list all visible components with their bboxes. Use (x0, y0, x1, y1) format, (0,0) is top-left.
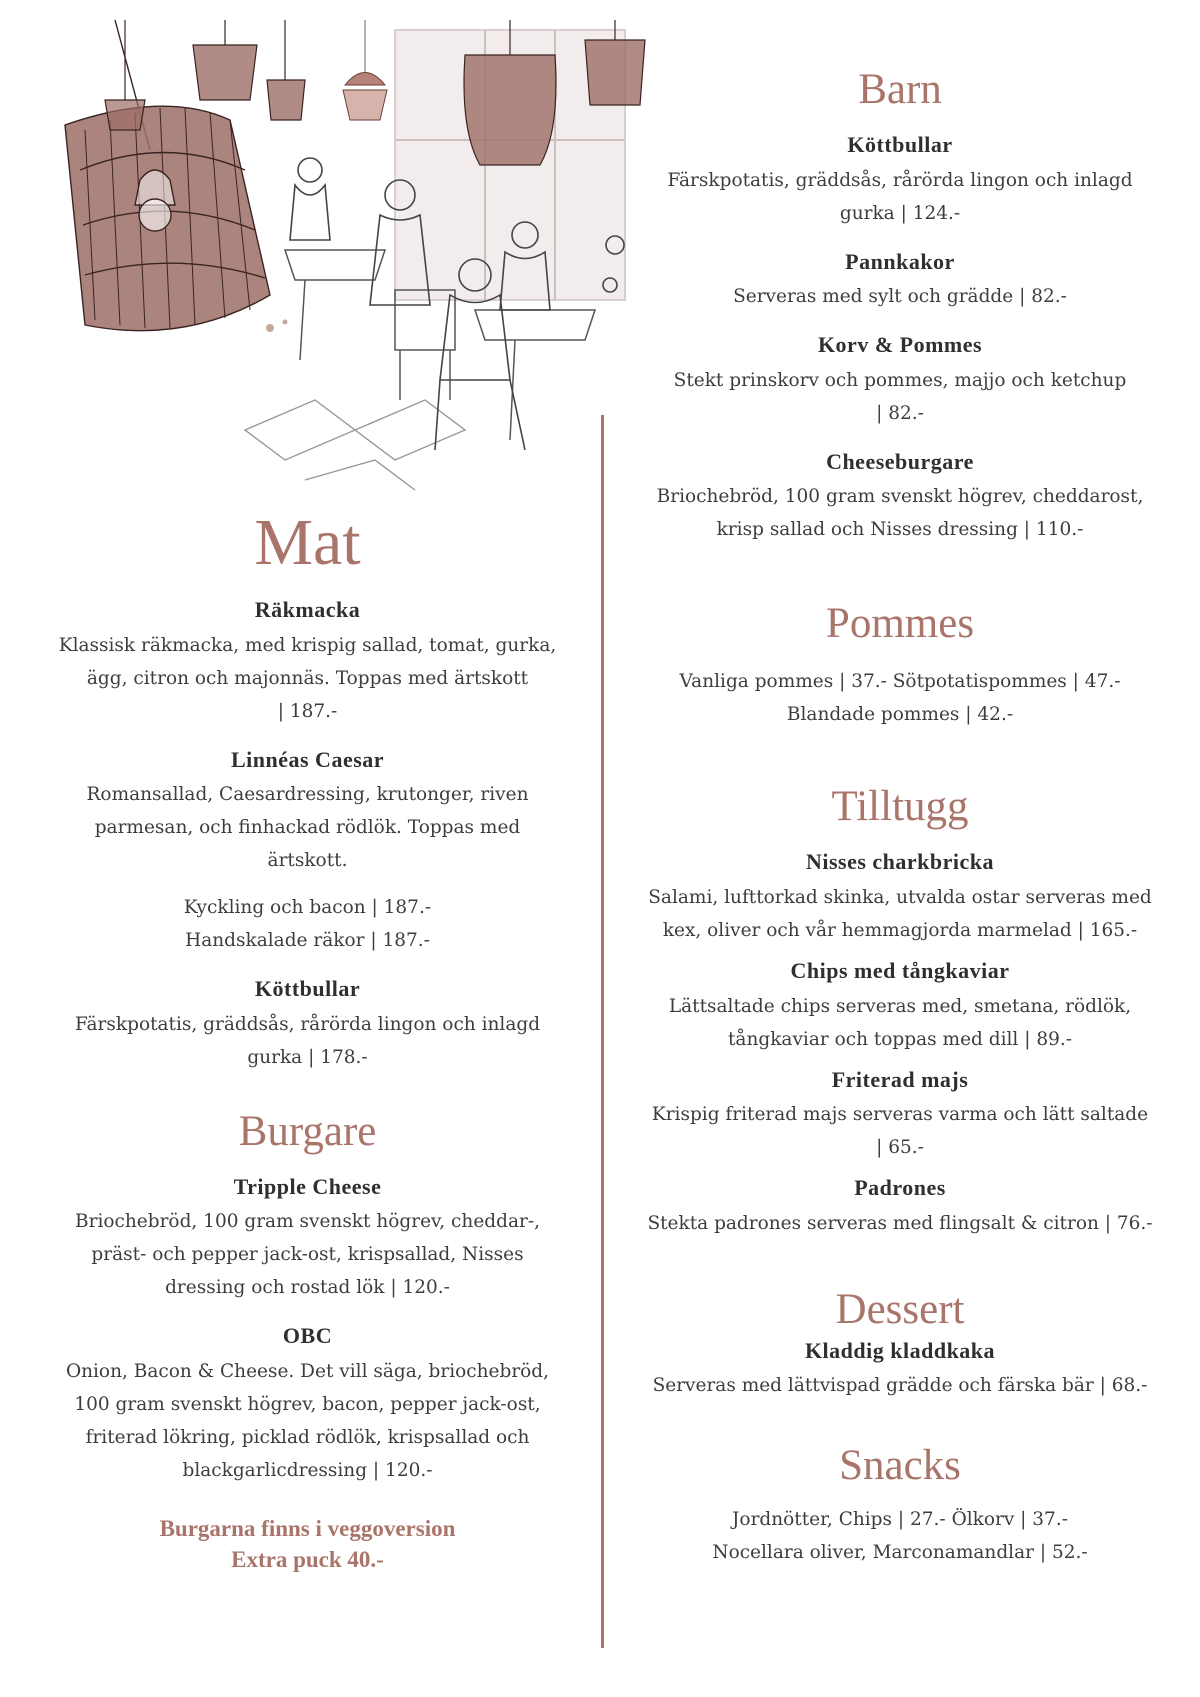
item-desc-line: Serveras med sylt och grädde | 82.- (733, 286, 1067, 308)
item-desc-line: Romansallad, Caesardressing, krutonger, riven (86, 784, 529, 806)
item-option: Handskalade räkor | 187.- (185, 930, 430, 952)
pommes-line: Blandade pommes | 42.- (786, 704, 1014, 726)
right-column (645, 68, 1155, 1569)
menu-item-linneas-caesar (50, 746, 565, 958)
item-desc-line: | 65.- (876, 1137, 924, 1159)
item-name: Korv & Pommes (817, 332, 983, 358)
item-option: Kyckling och bacon | 187.- (183, 897, 432, 919)
menu-item-kladdkaka (645, 1337, 1155, 1403)
veggo-note: Burgarna finns i veggoversion (159, 1515, 456, 1541)
item-desc-line: Briochebröd, 100 gram svenskt högrev, cheddar-, (75, 1211, 540, 1233)
menu-item-rakmacka (50, 596, 565, 728)
item-desc-line: präst- och pepper jack-ost, krispsallad, Nisses (91, 1244, 524, 1266)
item-desc-line: Serveras med lättvispad grädde och färska bär | 68.- (652, 1375, 1148, 1397)
item-desc-line: ägg, citron och majonnäs. Toppas med ärtskott (86, 667, 529, 689)
snacks-line: Nocellara oliver, Marconamandlar | 52.- (712, 1542, 1088, 1564)
menu-item-padrones (645, 1174, 1155, 1240)
pommes-line: Vanliga pommes | 37.- Sötpotatispommes | 47.- (679, 671, 1121, 693)
menu-item-cheeseburgare (645, 448, 1155, 547)
left-column (50, 506, 565, 1575)
snacks-line: Jordnötter, Chips | 27.- Ölkorv | 37.- (732, 1509, 1068, 1531)
item-desc-line: gurka | 124.- (839, 202, 961, 224)
section-heading-tilltugg: Tilltugg (831, 783, 969, 831)
section-heading-mat: Mat (254, 506, 361, 579)
item-name: Köttbullar (847, 132, 953, 157)
menu-item-obc (50, 1322, 565, 1487)
section-heading-pommes: Pommes (825, 600, 975, 648)
item-name: Chips med tångkaviar (790, 957, 1010, 983)
item-desc-line: gurka | 178.- (247, 1046, 368, 1068)
cafe-illustration (55, 20, 655, 510)
menu-item-chips-tangkaviar (645, 957, 1155, 1056)
section-heading-snacks: Snacks (839, 1442, 961, 1490)
item-desc-line: friterad lökring, picklad rödlök, krispsallad och (85, 1426, 530, 1448)
item-desc-line: dressing och rostad lök | 120.- (165, 1277, 450, 1299)
menu-item-barn-kottbullar (645, 131, 1155, 230)
item-desc-line: kex, oliver och vår hemmagjorda marmelad | 165.- (662, 919, 1138, 941)
item-name: Pannkakor (845, 248, 955, 274)
menu-item-friterad-majs (645, 1066, 1155, 1165)
item-name: Tripple Cheese (233, 1173, 382, 1199)
item-desc-line: parmesan, och finhackad rödlök. Toppas med (94, 817, 521, 839)
item-name: Friterad majs (831, 1066, 969, 1092)
section-heading-barn: Barn (858, 66, 942, 113)
item-desc-line: 100 gram svenskt högrev, bacon, pepper jack-ost, (74, 1393, 541, 1415)
item-desc-line: Krispig friterad majs serveras varma och lätt saltade (651, 1104, 1149, 1126)
menu-item-pannkakor (645, 248, 1155, 314)
item-desc-line: Stekt prinskorv och pommes, majjo och ketchup (673, 369, 1127, 391)
menu-item-tripple-cheese (50, 1173, 565, 1305)
item-name: Köttbullar (254, 976, 361, 1002)
item-name: Cheeseburgare (826, 448, 974, 474)
item-desc-line: Färskpotatis, gräddsås, rårörda lingon och inlagd (74, 1013, 541, 1035)
item-name: Nisses charkbricka (805, 849, 995, 875)
item-desc-line: Stekta padrones serveras med flingsalt & citron | 76.- (647, 1212, 1153, 1234)
item-desc-line: | 82.- (876, 402, 924, 424)
extra-puck-note: Extra puck 40.- (231, 1546, 384, 1572)
item-name: Räkmacka (254, 597, 361, 622)
item-desc-line: | 187.- (277, 700, 338, 722)
item-desc-line: krisp sallad och Nisses dressing | 110.- (716, 519, 1084, 541)
column-divider (601, 415, 604, 1648)
menu-item-korv-pommes (645, 331, 1155, 430)
item-desc-line: ärtskott. (267, 850, 348, 872)
item-desc-line: blackgarlicdressing | 120.- (182, 1459, 433, 1481)
item-name: OBC (282, 1323, 333, 1349)
menu-item-kottbullar (50, 975, 565, 1074)
item-desc-line: Färskpotatis, gräddsås, rårörda lingon och inlagd (667, 169, 1133, 191)
item-desc-line: Onion, Bacon & Cheese. Det vill säga, briochebröd, (65, 1360, 550, 1382)
item-desc-line: Briochebröd, 100 gram svenskt högrev, cheddarost, (656, 486, 1144, 508)
menu-item-charkbricka (645, 848, 1155, 947)
item-name: Kladdig kladdkaka (804, 1337, 996, 1363)
item-desc-line: Lättsaltade chips serveras med, smetana, rödlök, (668, 995, 1132, 1017)
item-desc-line: Klassisk räkmacka, med krispig sallad, tomat, gurka, (58, 634, 557, 656)
item-desc-line: tångkaviar och toppas med dill | 89.- (727, 1028, 1072, 1050)
section-heading-dessert: Dessert (835, 1285, 965, 1333)
item-desc-line: Salami, lufttorkad skinka, utvalda ostar serveras med (648, 886, 1152, 908)
item-name: Padrones (854, 1175, 946, 1201)
section-heading-burgare: Burgare (238, 1107, 377, 1155)
item-name: Linnéas Caesar (230, 746, 385, 772)
